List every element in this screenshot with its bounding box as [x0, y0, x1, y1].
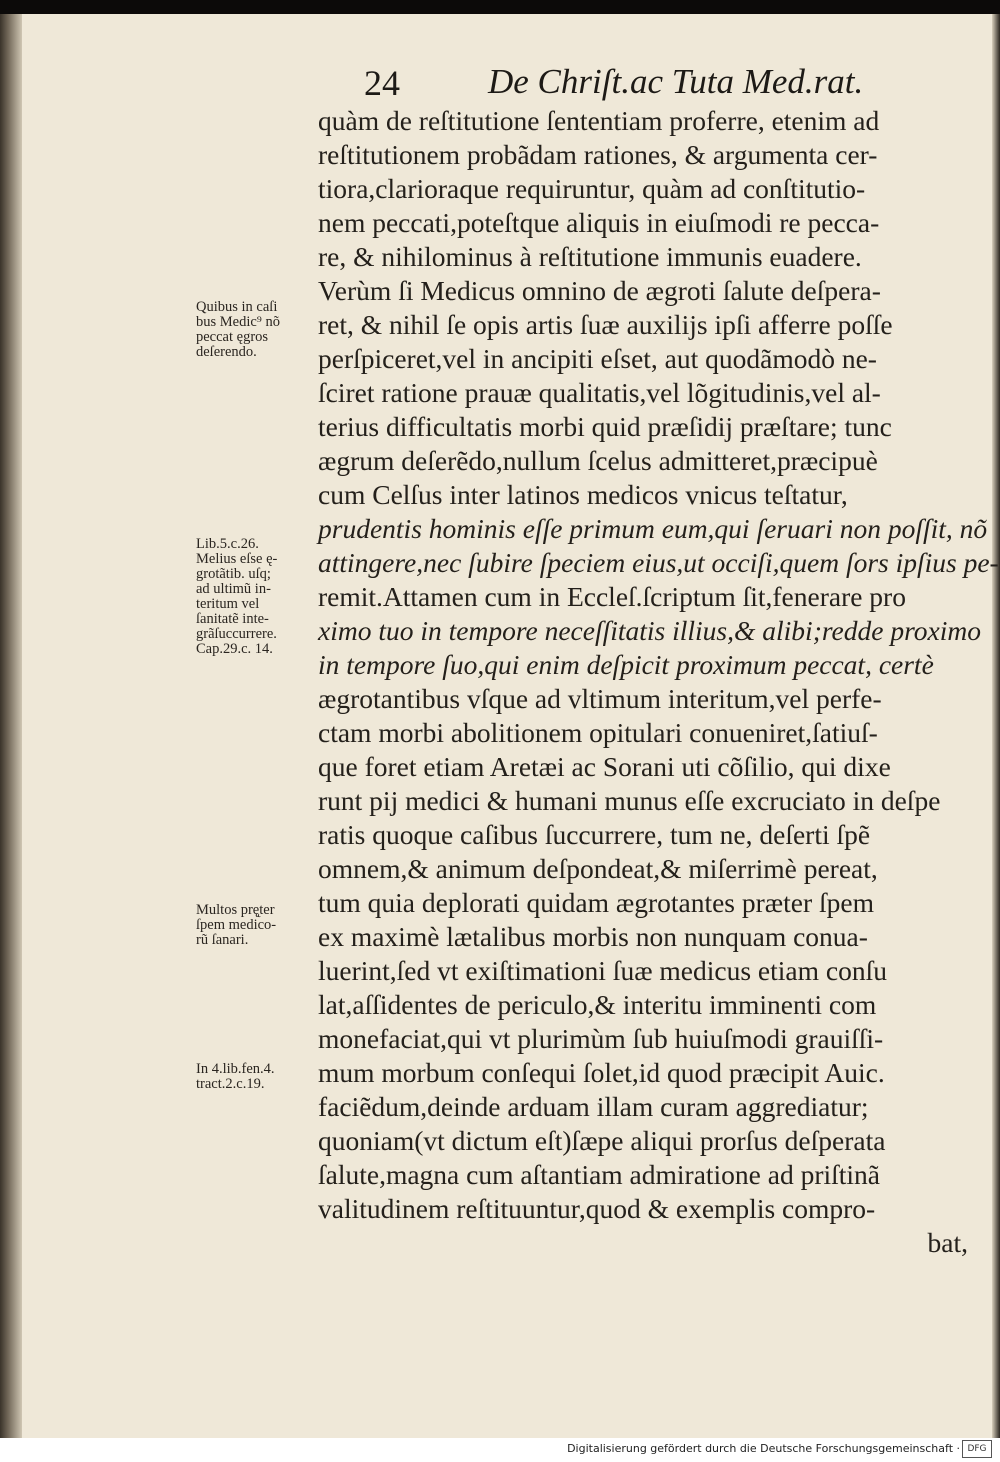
text-line: ex maximè lætalibus morbis non nunquam conua- — [318, 921, 868, 952]
marginal-note: Lib.5.c.26. Melius eſse ę- grotãtib. uſq; ad ultimũ in- teritum vel ſanitatẽ inte- grãſuccurrere. Cap.29.c. 14. — [196, 536, 278, 657]
page-number: 24 — [364, 63, 400, 103]
text-line: ægrotantibus vſque ad vltimum interitum,vel perfe- — [318, 683, 882, 714]
text-line: quoniam(vt dictum eſt)ſæpe aliqui prorſus deſperata — [318, 1125, 886, 1156]
text-line: perſpiceret,vel in ancipiti eſset, aut quodãmodò ne- — [318, 343, 877, 374]
text-line: ratis quoque caſibus ſuccurrere, tum ne, deſerti ſpẽ — [318, 819, 871, 850]
marginal-note: In 4.lib.fen.4. tract.2.c.19. — [196, 1061, 275, 1092]
text-line: re, & nihilominus à reſtitutione immunis euadere. — [318, 241, 862, 272]
text-line: ſalute,magna cum aſtantiam admiratione ad priſtinã — [318, 1159, 881, 1190]
text-line: ret, & nihil ſe opis artis ſuæ auxilijs ipſi afferre poſſe — [318, 309, 893, 340]
text-line: monefaciat,qui vt plurimùm ſub huiuſmodi grauiſſi- — [318, 1023, 884, 1054]
text-line: quàm de reſtitutione ſententiam proferre, etenim ad — [318, 105, 880, 136]
text-line: omnem,& animum deſpondeat,& miſerrimè pereat, — [318, 853, 878, 884]
text-line: ægrum deſerẽdo,nullum ſcelus admitteret,præcipuè — [318, 445, 878, 476]
text-line: lat,aſſidentes de periculo,& interitu imminenti com — [318, 989, 877, 1020]
catchword: bat, — [927, 1227, 968, 1258]
text-line: faciẽdum,deinde arduam illam curam aggrediatur; — [318, 1091, 869, 1122]
italic-quote-line: in tempore ſuo,qui enim deſpicit proximum peccat, certè — [318, 649, 934, 680]
text-line: cum Celſus inter latinos medicos vnicus teſtatur, — [318, 479, 848, 510]
digitization-credit: Digitalisierung gefördert durch die Deutsche Forschungsgemeinschaft · — [567, 1442, 960, 1455]
italic-quote-line: prudentis hominis eſſe primum eum,qui ſeruari non poſſit, nõ — [318, 513, 988, 544]
scan-top-border — [0, 0, 1000, 14]
text-line: tiora,clarioraque requiruntur, quàm ad conſtitutio- — [318, 173, 866, 204]
body-text — [318, 104, 998, 1260]
text-line: terius difficultatis morbi quid præſidij præſtare; tunc — [318, 411, 892, 442]
text-line: mum morbum conſequi ſolet,id quod præcipit Auic. — [318, 1057, 885, 1088]
page-gutter-shadow — [0, 14, 22, 1438]
text-line: ctam morbi abolitionem opitulari conueniret,ſatiuſ- — [318, 717, 878, 748]
text-line: tum quia deplorati quidam ægrotantes præter ſpem — [318, 887, 874, 918]
text-line: que foret etiam Aretæi ac Sorani uti cõſilio, qui dixe — [318, 751, 891, 782]
marginal-note: Multos prę̨ter ſpem medico- rũ ſanari. — [196, 902, 277, 948]
running-head — [320, 62, 864, 104]
text-line: runt pij medici & humani munus eſſe excruciato in deſpe — [318, 785, 941, 816]
text-line: ſciret ratione prauæ qualitatis,vel lõgitudinis,vel al- — [318, 377, 881, 408]
running-head-title: De Chriſt.ac Tuta Med.rat. — [488, 62, 864, 101]
text-line: remit.Attamen cum in Eccleſ.ſcriptum ſit,fenerare pro — [318, 581, 906, 612]
marginal-note: Quibus in caſi bus Medic⁹ nõ peccat ęgros deſerendo. — [196, 299, 280, 360]
text-line: luerint,ſed vt exiſtimationi ſuæ medicus etiam conſu — [318, 955, 887, 986]
dfg-logo-icon: DFG — [962, 1440, 992, 1458]
text-line: reſtitutionem probãdam rationes, & argumenta cer- — [318, 139, 878, 170]
italic-quote-line: ximo tuo in tempore neceſſitatis illius,& alibi;redde proximo — [318, 615, 981, 646]
italic-quote-line: attingere,nec ſubire ſpeciem eius,ut occiſi,quem ſors ipſius pe- — [318, 547, 999, 578]
text-line: nem peccati,poteſtque aliquis in eiuſmodi re pecca- — [318, 207, 880, 238]
text-line: Verùm ſi Medicus omnino de ægroti ſalute deſpera- — [318, 275, 881, 306]
text-line: valitudinem reſtituuntur,quod & exemplis compro- — [318, 1193, 876, 1224]
